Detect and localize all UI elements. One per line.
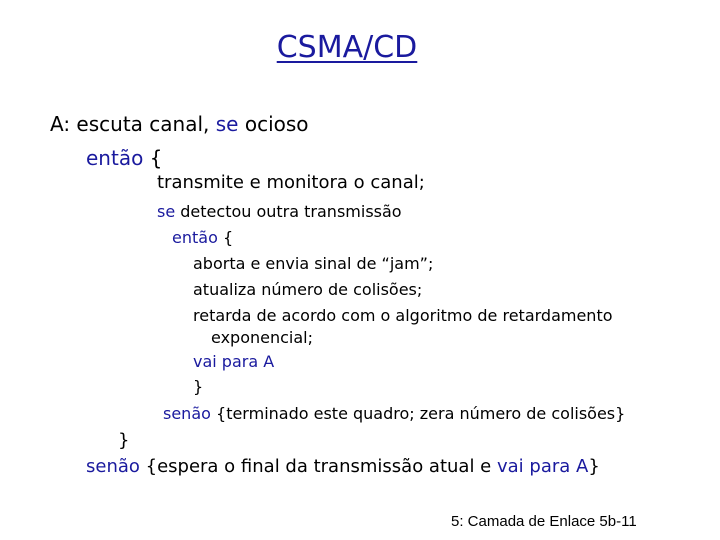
code-line-aborta [193,254,433,273]
code-line-se-detectou [157,202,402,221]
code-line-senao-inner [163,404,625,423]
code-text: {terminado este quadro; zera número de colisões} [210,404,626,423]
code-line-exponencial [211,328,313,347]
code-text: } [118,430,130,451]
code-text: A: [50,112,71,136]
code-text: detectou outra transmissão [175,202,402,221]
code-text: aborta e envia sinal de “jam”; [193,254,434,273]
code-text: { [217,228,234,247]
code-line-close-inner [193,377,203,396]
code-text: escuta canal, [70,112,216,136]
code-text: } [588,456,600,477]
code-text: {espera o final da transmissão atual e [139,456,497,477]
code-line-a [50,112,309,136]
keyword: então [172,228,218,247]
code-text: exponencial; [211,328,313,347]
code-line-entao [86,146,162,170]
code-text: retarda de acordo com o algoritmo de retardamento [193,306,613,325]
code-line-transmite [157,172,425,193]
keyword: senão [86,456,140,477]
slide-title: CSMA/CD [276,30,418,65]
code-line-entao-inner [172,228,233,247]
code-line-atualiza [193,280,422,299]
keyword: então [86,146,144,170]
code-text: transmite e monitora o canal; [157,172,425,193]
code-line-senao-outer [86,456,600,477]
code-line-retarda [193,306,613,325]
keyword: senão [163,404,211,423]
keyword: se [215,112,239,136]
keyword: vai para [193,352,259,371]
code-text: { [143,146,163,170]
code-line-close-outer [118,430,129,451]
code-line-vai-para [193,352,274,371]
keyword: A [263,352,275,371]
code-text: ocioso [238,112,309,136]
keyword: A [576,456,589,477]
code-text: } [193,377,204,396]
code-text: atualiza número de colisões; [193,280,423,299]
keyword: se [157,202,176,221]
slide-footer: 5: Camada de Enlace 5b-11 [451,513,637,530]
keyword: vai para [496,456,571,477]
